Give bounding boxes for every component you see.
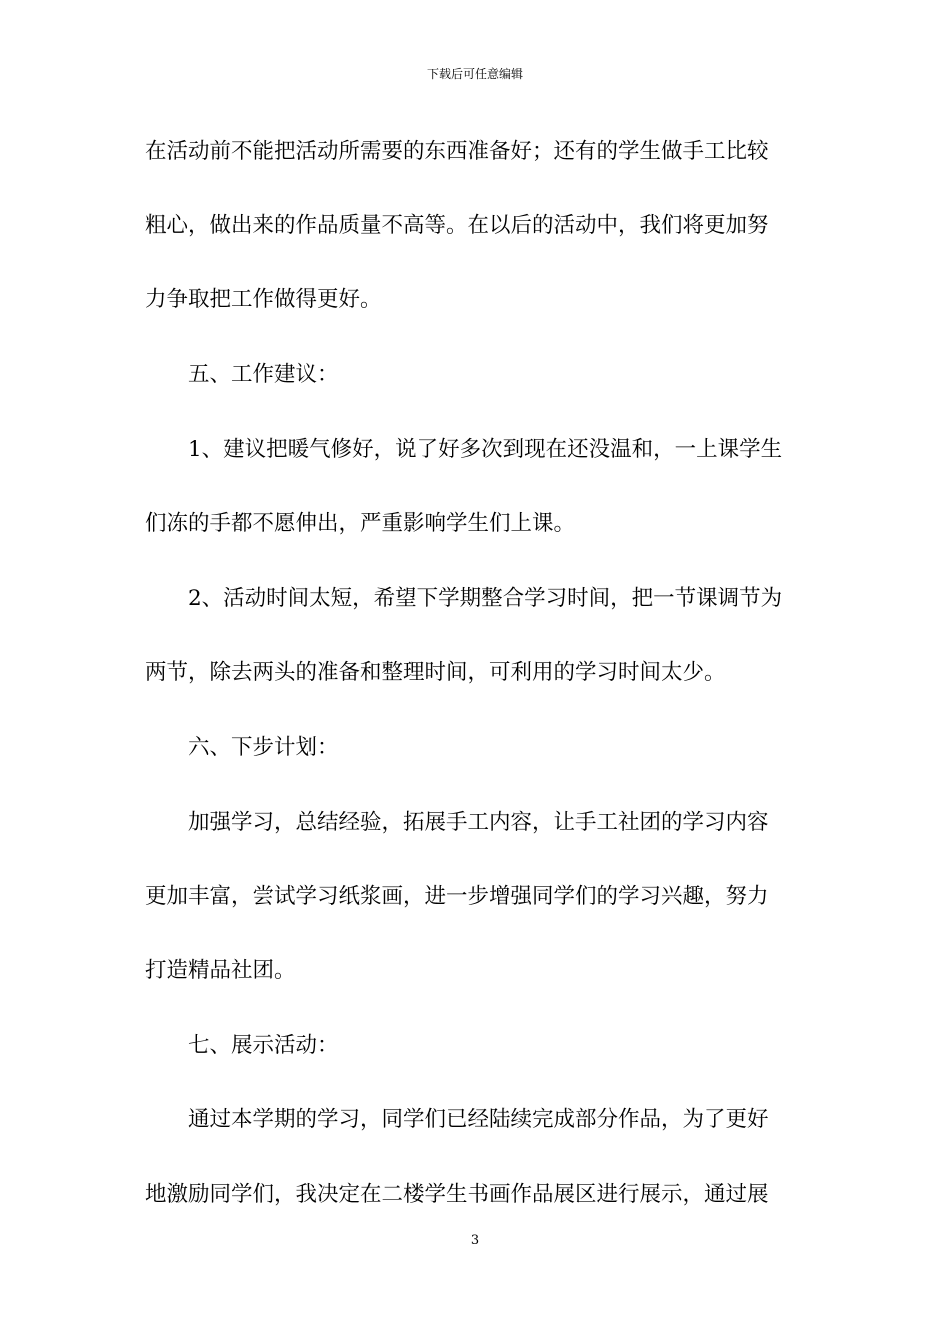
page-header: 下载后可任意编辑 [426,67,523,81]
section-heading-six: 六、下步计划： [188,735,339,760]
section-heading-seven: 七、展示活动： [188,1033,339,1058]
body-line: 力争取把工作做得更好。 [145,287,382,312]
body-line: 2、活动时间太短，希望下学期整合学习时间，把一节课调节为 [188,586,783,611]
body-line: 更加丰富，尝试学习纸浆画，进一步增强同学们的学习兴趣，努力 [145,884,769,909]
body-line: 粗心，做出来的作品质量不高等。在以后的活动中，我们将更加努 [145,213,769,238]
body-line: 们冻的手都不愿伸出，严重影响学生们上课。 [145,511,576,536]
body-line: 通过本学期的学习，同学们已经陆续完成部分作品，为了更好 [188,1107,769,1132]
body-line: 在活动前不能把活动所需要的东西准备好；还有的学生做手工比较 [145,139,769,164]
body-line: 1、建议把暖气修好，说了好多次到现在还没温和，一上课学生 [188,437,783,462]
body-line: 打造精品社团。 [145,958,296,983]
body-line: 两节，除去两头的准备和整理时间，可利用的学习时间太少。 [145,660,726,685]
body-line: 地激励同学们，我决定在二楼学生书画作品展区进行展示，通过展 [145,1182,769,1207]
page-number: 3 [470,1233,480,1248]
body-line: 加强学习，总结经验，拓展手工内容，让手工社团的学习内容 [188,810,769,835]
section-heading-five: 五、工作建议： [188,362,339,387]
